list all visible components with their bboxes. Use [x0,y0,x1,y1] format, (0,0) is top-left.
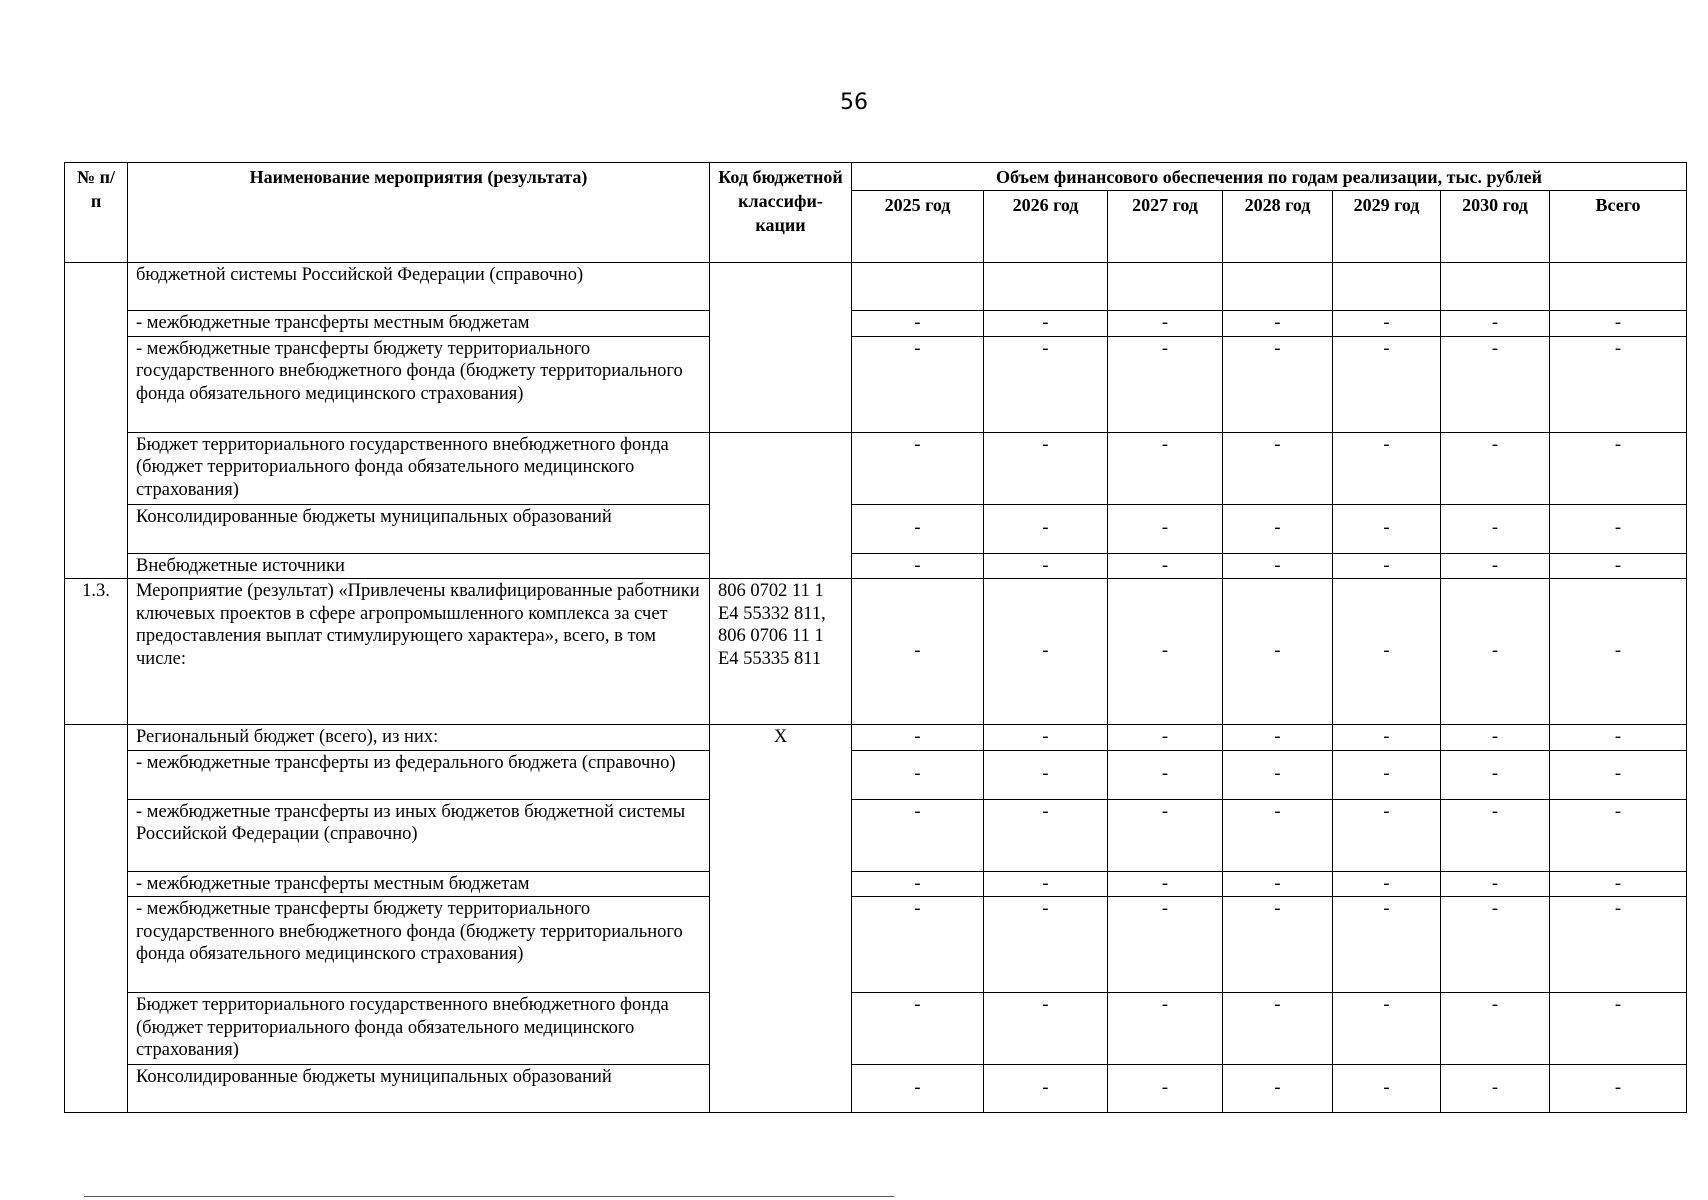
value-total: - [1550,553,1687,579]
value-total: - [1550,871,1687,897]
value-2029: - [1333,799,1441,871]
value-2026: - [984,553,1108,579]
header-name: Наименование мероприятия (результата) [128,163,710,263]
value-2025: - [852,579,984,725]
value-2030: - [1441,993,1550,1065]
header-num: № п/п [65,163,128,263]
value-2030: - [1441,871,1550,897]
value-2027: - [1108,432,1223,504]
value-2027: - [1108,871,1223,897]
table-row [65,432,1687,504]
value-2030: - [1441,579,1550,725]
row-num: 1.3. [65,579,128,725]
value-2025: - [852,897,984,993]
table-row [65,871,1687,897]
table-row [65,311,1687,337]
value-2030 [1441,263,1550,311]
value-2030: - [1441,1065,1550,1113]
value-2029: - [1333,993,1441,1065]
table-row [65,579,1687,725]
row-name: - межбюджетные трансферты местным бюджетам [128,871,710,897]
value-2026: - [984,897,1108,993]
table-row [65,504,1687,553]
value-2029: - [1333,1065,1441,1113]
table-row [65,336,1687,432]
value-2027: - [1108,750,1223,799]
row-name: - межбюджетные трансферты из федерального бюджета (справочно) [128,750,710,799]
header-year-2025: 2025 год [852,191,984,263]
row-name: Мероприятие (результат) «Привлечены квалифицированные работники ключевых проектов в сфере агропромышленного комплекса за счет предоставления выплат стимулирующего характера», всего, в том числе: [128,579,710,725]
value-2025: - [852,871,984,897]
value-total: - [1550,311,1687,337]
header-year-2029: 2029 год [1333,191,1441,263]
value-2026: - [984,1065,1108,1113]
value-2029: - [1333,579,1441,725]
value-total: - [1550,1065,1687,1113]
value-2030: - [1441,432,1550,504]
value-2030: - [1441,897,1550,993]
value-total [1550,263,1687,311]
header-year-2027: 2027 год [1108,191,1223,263]
value-total: - [1550,336,1687,432]
value-2028 [1223,263,1333,311]
value-2027: - [1108,579,1223,725]
row-name: Бюджет территориального государственного внебюджетного фонда (бюджет территориального фонда обязательного медицинского страхования) [128,432,710,504]
table-body [65,263,1687,1113]
value-2025: - [852,993,984,1065]
value-2028: - [1223,993,1333,1065]
financing-table [64,162,1687,1113]
table-row [65,750,1687,799]
value-2026: - [984,993,1108,1065]
value-2028: - [1223,553,1333,579]
value-2025: - [852,725,984,751]
value-2027: - [1108,897,1223,993]
value-2026: - [984,750,1108,799]
value-2029: - [1333,897,1441,993]
value-2025: - [852,432,984,504]
header-code: Код бюджетной классифи-кации [710,163,852,263]
value-2030: - [1441,311,1550,337]
value-2028: - [1223,871,1333,897]
value-2026: - [984,336,1108,432]
value-2029: - [1333,432,1441,504]
value-total: - [1550,432,1687,504]
value-2026: - [984,871,1108,897]
page-number: 56 [840,90,868,115]
value-total: - [1550,579,1687,725]
value-2028: - [1223,750,1333,799]
value-2027: - [1108,311,1223,337]
value-2028: - [1223,725,1333,751]
table-row [65,553,1687,579]
value-2029: - [1333,311,1441,337]
header-year-2026: 2026 год [984,191,1108,263]
value-2029: - [1333,871,1441,897]
value-total: - [1550,725,1687,751]
value-total: - [1550,993,1687,1065]
row-name: Консолидированные бюджеты муниципальных образований [128,1065,710,1113]
value-2027: - [1108,993,1223,1065]
header-volume: Объем финансового обеспечения по годам реализации, тыс. рублей [852,163,1687,191]
row-num [65,725,128,1113]
value-2025: - [852,799,984,871]
value-2027 [1108,263,1223,311]
value-2029: - [1333,553,1441,579]
value-2027: - [1108,553,1223,579]
value-total: - [1550,897,1687,993]
value-2030: - [1441,336,1550,432]
value-2026 [984,263,1108,311]
value-2027: - [1108,504,1223,553]
row-name: Внебюджетные источники [128,553,710,579]
table-row [65,897,1687,993]
row-name: - межбюджетные трансферты местным бюджетам [128,311,710,337]
header-total: Всего [1550,191,1687,263]
value-2027: - [1108,336,1223,432]
value-2030: - [1441,750,1550,799]
value-2026: - [984,504,1108,553]
row-code: 806 0702 11 1 Е4 55332 811, 806 0706 11 1 Е4 55335 811 [710,579,852,725]
value-2029: - [1333,750,1441,799]
row-name: - межбюджетные трансферты бюджету территориального государственного внебюджетного фонда (бюджету территориального фонда обязательного медицинского страхования) [128,897,710,993]
value-2025: - [852,553,984,579]
value-2030: - [1441,725,1550,751]
value-2028: - [1223,897,1333,993]
value-2026: - [984,432,1108,504]
table-row [65,993,1687,1065]
table-row [65,1065,1687,1113]
row-code [710,432,852,579]
value-2025 [852,263,984,311]
value-2026: - [984,311,1108,337]
row-name: бюджетной системы Российской Федерации (справочно) [128,263,710,311]
value-2027: - [1108,725,1223,751]
footer-divider [84,1196,894,1197]
row-name: - межбюджетные трансферты бюджету территориального государственного внебюджетного фонда (бюджету территориального фонда обязательного медицинского страхования) [128,336,710,432]
value-2028: - [1223,1065,1333,1113]
row-code: Х [710,725,852,1113]
header-year-2030: 2030 год [1441,191,1550,263]
value-2025: - [852,1065,984,1113]
table-header [65,163,1687,263]
value-2028: - [1223,504,1333,553]
value-2027: - [1108,1065,1223,1113]
value-2027: - [1108,799,1223,871]
row-name: Консолидированные бюджеты муниципальных образований [128,504,710,553]
row-name: Региональный бюджет (всего), из них: [128,725,710,751]
value-2028: - [1223,579,1333,725]
value-total: - [1550,504,1687,553]
value-2028: - [1223,336,1333,432]
table-row [65,263,1687,311]
table-row [65,725,1687,751]
value-2029: - [1333,504,1441,553]
row-num [65,263,128,579]
value-2030: - [1441,799,1550,871]
value-2029 [1333,263,1441,311]
value-2028: - [1223,799,1333,871]
value-2025: - [852,504,984,553]
value-2026: - [984,799,1108,871]
value-2026: - [984,725,1108,751]
value-2029: - [1333,336,1441,432]
row-name: - межбюджетные трансферты из иных бюджетов бюджетной системы Российской Федерации (справочно) [128,799,710,871]
value-total: - [1550,750,1687,799]
value-2028: - [1223,311,1333,337]
value-2030: - [1441,553,1550,579]
row-name: Бюджет территориального государственного внебюджетного фонда (бюджет территориального фонда обязательного медицинского страхования) [128,993,710,1065]
value-2025: - [852,750,984,799]
header-year-2028: 2028 год [1223,191,1333,263]
value-total: - [1550,799,1687,871]
value-2025: - [852,311,984,337]
value-2029: - [1333,725,1441,751]
row-code [710,263,852,433]
value-2028: - [1223,432,1333,504]
value-2026: - [984,579,1108,725]
value-2030: - [1441,504,1550,553]
value-2025: - [852,336,984,432]
table-row [65,799,1687,871]
